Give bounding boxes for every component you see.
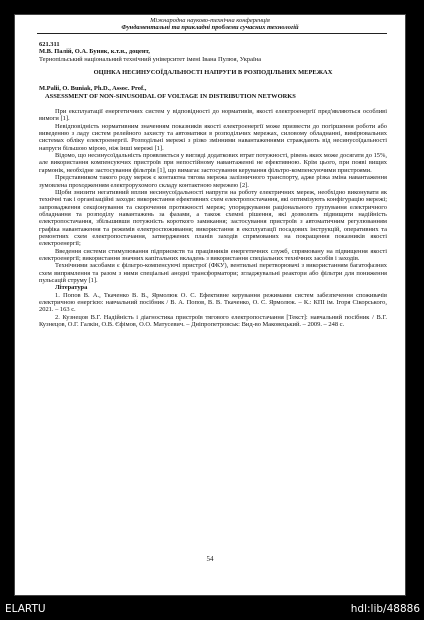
- reference-item: 2. Кузнецов В.Г. Надійність і діагностика пристроїв тягового електропостачання [Текст]: навчальний посібник / В.Г. Кузнецов, О.Г. Галкін, О.В. Єфімов, О.О. Матусевич. – Дніпропетровськ: Вид-во Маковецький. – 2009. – 248 с.: [39, 313, 387, 329]
- udc-code: 621.311: [39, 41, 60, 48]
- authors-ua: М.В. Палій, О.А. Буняк, к.т.н., доцент,: [39, 48, 150, 56]
- article-title-en: ASSESSMENT OF NON-SINUSOIDAL OF VOLTAGE IN DISTRIBUTION NETWORKS: [45, 92, 296, 100]
- article-content: [39, 41, 387, 328]
- paragraph: Технічними засобами є фільтро-компенсуючі пристрої (ФКУ), вентильні перетворювачі з використанням багатофазних схем випрямлення та разом з ними спеціальні анодні трансформатори; згладжувальні реактори або фільтри для пониження пульсацій струму [1].: [39, 262, 387, 284]
- handle-id: hdl:lib/48886: [350, 603, 420, 615]
- conference-theme: Фундаментальні та прикладні проблеми сучасних технологій: [121, 24, 299, 32]
- conference-header: [15, 17, 405, 32]
- affiliation: Тернопільський національний технічний університет імені Івана Пулюя, Україна: [39, 55, 262, 63]
- repository-footer: [0, 602, 424, 620]
- references-heading: Література: [55, 284, 88, 292]
- repository-name: ELARTU: [5, 603, 46, 615]
- paragraph: Представником такого роду мереж є контактна тягова мережа залізничного транспорту, адже різка зміна навантаження зумовлена проходженням електрорухомого складу контактною мережею [2].: [39, 174, 387, 189]
- page-number: 54: [206, 555, 214, 563]
- paragraph: Відомо, що несинусоїдальність проявляється у вигляді додаткових втрат потужності, рівень яких може досягати до 15%, але використання компенсуючих пристроїв при непостійному навантаженні не ефективною. Крім цього, при появі вищих гармонік, необхідне застосування фільтрів [1], що вимагає застосування керування фільтро-компенсуючими пристроями.: [39, 152, 387, 174]
- reference-item: 1. Попов В. А., Ткаченко В. В., Ярмолюк О. С. Ефективне керування режимами систем забезпечення споживачів електричною енергією: навчальний посібник / В. А. Попов, В. В. Ткаченко, О. С. Ярмолюк. – К.: КПІ ім. Ігоря Сікорського, 2021. – 163 с.: [39, 291, 387, 314]
- conference-name: Міжнародна науково-технічна конференція: [150, 17, 270, 24]
- paragraph: При експлуатації енергетичних систем у відповідності до нормативів, якості електроенергії пред'являються особливі вимоги [1].: [39, 108, 387, 123]
- paper-page: [14, 14, 406, 596]
- paragraph: Введення системи стимулювання підприємств та працівників енергетичних служб, спрямовану на підвищення якості електроенергії; використання значних капітальних вкладень з використання спеціальних технічних засобів і заходів.: [39, 247, 387, 262]
- header-divider: [37, 33, 387, 34]
- paragraph: Щоби знизити негативний вплив несинусоїдальності напруги на роботу електричних мереж, необхідно виконувати як технічні так і організаційні заходи: використання ефективних схем електропостачання, які оптимізують конфігурацію мережі; запровадження секціонування та скорочення протяжності мереж; упорядкування раціонального групування електричного обладнання та розподілу навантажень за фазами, а також схемні рішення, які дозволять підвищити надійність електропостачання, збільшивши потужність короткого замикання; застосування пристроїв з автоматичним регулюванням графіка навантаження та режимів електроспоживання; використання в експлуатації посадових інструкцій, оперативних та ремонтних схем електропостачання, затверджених планів заходів спрямованих на покращення показників якості електроенергії;: [39, 188, 387, 248]
- paragraph: Невідповідність нормативним значенням показників якості електроенергії може призвести до погіршення роботи або виведенню з ладу систем релейного захисту та автоматики в розподільчих мережах, силовому обладнанні, вимірювальних системах обліку електроенергії. Розподільні мережі з різко змінними навантаженнями страждають від несинусоїдальності напруги більшою мірою, ніж інші мережі [1].: [39, 122, 387, 152]
- article-title-ua: ОЦІНКА НЕСИНУСОЇДАЛЬНОСТІ НАПРУГИ В РОЗПОДІЛЬНИХ МЕРЕЖАХ: [93, 69, 333, 77]
- authors-en: M.Palii, O. Buniak, Ph.D., Assoc. Prof.,: [39, 85, 147, 93]
